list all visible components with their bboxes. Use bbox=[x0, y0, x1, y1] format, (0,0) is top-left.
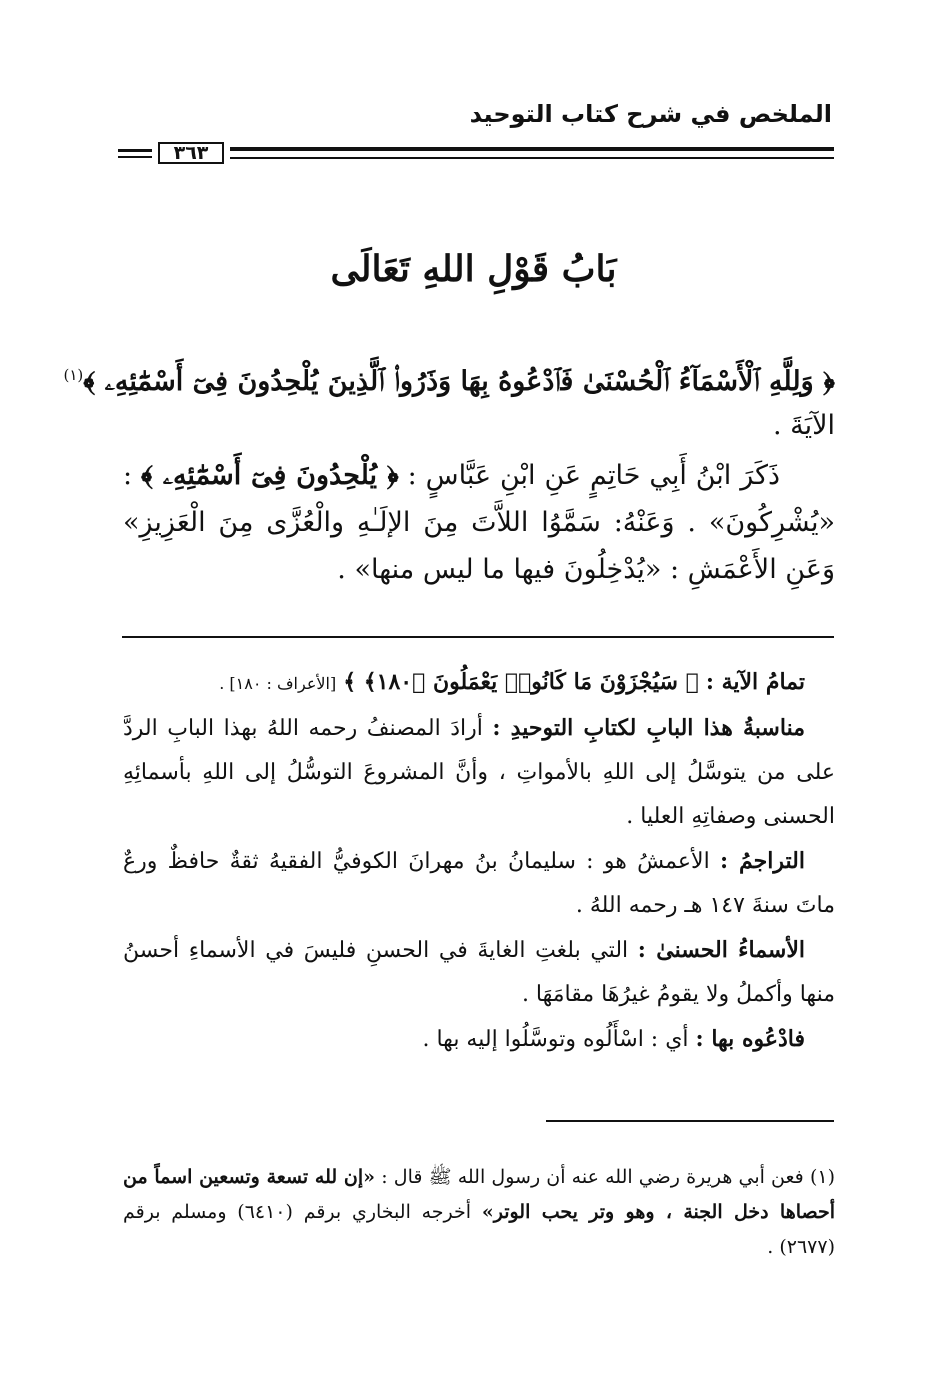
paragraph-part2: : «يُشْرِكُونَ» . وَعَنْهُ: سَمَّوُا اللاَّتَ مِنَ الإلَـٰهِ والْعُزَّى مِنَ الْعَزِيزِ» وَعَنِ الأَعْمَشِ : «يُدْخِلُونَ فيها ما ليس منها» . bbox=[123, 460, 835, 585]
asmaa-text: التي بلغتِ الغايةَ في الحسنِ فليسَ في الأسماءِ أحسنُ منها وأكملُ ولا يقومُ غيرُهَا مقامَهَا . bbox=[123, 938, 835, 1007]
footnote-divider bbox=[546, 1120, 834, 1122]
footnote-marker: (١) bbox=[63, 366, 84, 384]
main-paragraph bbox=[123, 452, 835, 593]
munasaba-label: مناسبةُ هذا البابِ لكتابِ التوحيدِ : bbox=[492, 715, 805, 741]
header-rule-right bbox=[230, 147, 834, 159]
chapter-title: بَابُ قَوْلِ اللهِ تَعَالَى bbox=[330, 248, 617, 290]
fadou-label: فادْعُوه بها : bbox=[695, 1026, 805, 1052]
tamam-line bbox=[123, 660, 835, 706]
paragraph-quran: ﴿ يُلْحِدُونَ فِىٓ أَسْمَٰٓئِهِۦ ﴾ bbox=[141, 460, 399, 491]
footnote-text bbox=[123, 1160, 835, 1265]
footnote-number: (١) bbox=[809, 1166, 836, 1188]
munasaba-paragraph bbox=[123, 706, 835, 839]
tamam-label: تمامُ الآية : bbox=[705, 669, 805, 695]
footnote-part2: أخرجه البخاري برقم (٦٤١٠) ومسلم برقم (٢٦٧٧) . bbox=[123, 1201, 835, 1258]
header-rule bbox=[118, 142, 834, 166]
header-rule-left bbox=[118, 149, 152, 158]
tarajim-text: الأعمشُ هو : سليمانُ بنُ مهرانَ الكوفيُّ الفقيهُ ثقةٌ حافظٌ ورعٌ ماتَ سنةَ ١٤٧ هـ رحمه اللهُ . bbox=[123, 849, 835, 918]
asmaa-label: الأسماءُ الحسنىٰ : bbox=[637, 937, 806, 963]
fadou-text: أي : اسْأَلُوه وتوسَّلُوا إليه بها . bbox=[422, 1027, 689, 1052]
page-number: ٣٦٣ bbox=[158, 142, 224, 164]
fadou-paragraph bbox=[123, 1017, 835, 1062]
footnote-part1: فعن أبي هريرة رضي الله عنه أن رسول الله ﷺ قال : bbox=[381, 1166, 804, 1188]
verse-text: ﴿ وَلِلَّهِ ٱلْأَسْمَآءُ ٱلْحُسْنَىٰ فَٱدْعُوهُ بِهَا وَذَرُوا۟ ٱلَّذِينَ يُلْحِدُونَ فِىٓ أَسْمَٰٓئِهِۦ ﴾ bbox=[83, 366, 835, 397]
section-divider bbox=[122, 636, 834, 638]
tarajim-paragraph bbox=[123, 839, 835, 928]
tamam-verse: ﴿ سَيُجْزَوْنَ مَا كَانُوا۟ يَعْمَلُونَ ﴿١٨٠﴾ ﴾ bbox=[343, 669, 699, 695]
commentary bbox=[123, 660, 835, 1062]
footnote bbox=[123, 1160, 835, 1265]
ayah-word: الآيَةَ . bbox=[772, 410, 835, 441]
munasaba-text: أرادَ المصنفُ رحمه اللهُ بهذا البابِ الردَّ على من يتوسَّلُ إلى اللهِ بالأمواتِ ، وأنَّ المشروعَ التوسُّلُ إلى اللهِ بأسمائِهِ الحسنى وصفاتِهِ العليا . bbox=[123, 716, 835, 829]
footnote-hadith: «إن لله تسعة وتسعين اسماً من أحصاها دخل الجنة ، وهو وتر يحب الوتر» bbox=[123, 1166, 836, 1223]
quran-verse bbox=[63, 352, 835, 405]
running-title: الملخص في شرح كتاب التوحيد bbox=[469, 100, 832, 128]
tarajim-label: التراجمُ : bbox=[719, 848, 805, 874]
tamam-ref: [الأعراف : ١٨٠] . bbox=[219, 674, 337, 693]
asmaa-paragraph bbox=[123, 928, 835, 1017]
paragraph-part1: ذَكَرَ ابْنُ أَبِي حَاتِمٍ عَنِ ابْنِ عَبَّاسٍ : bbox=[407, 460, 780, 491]
